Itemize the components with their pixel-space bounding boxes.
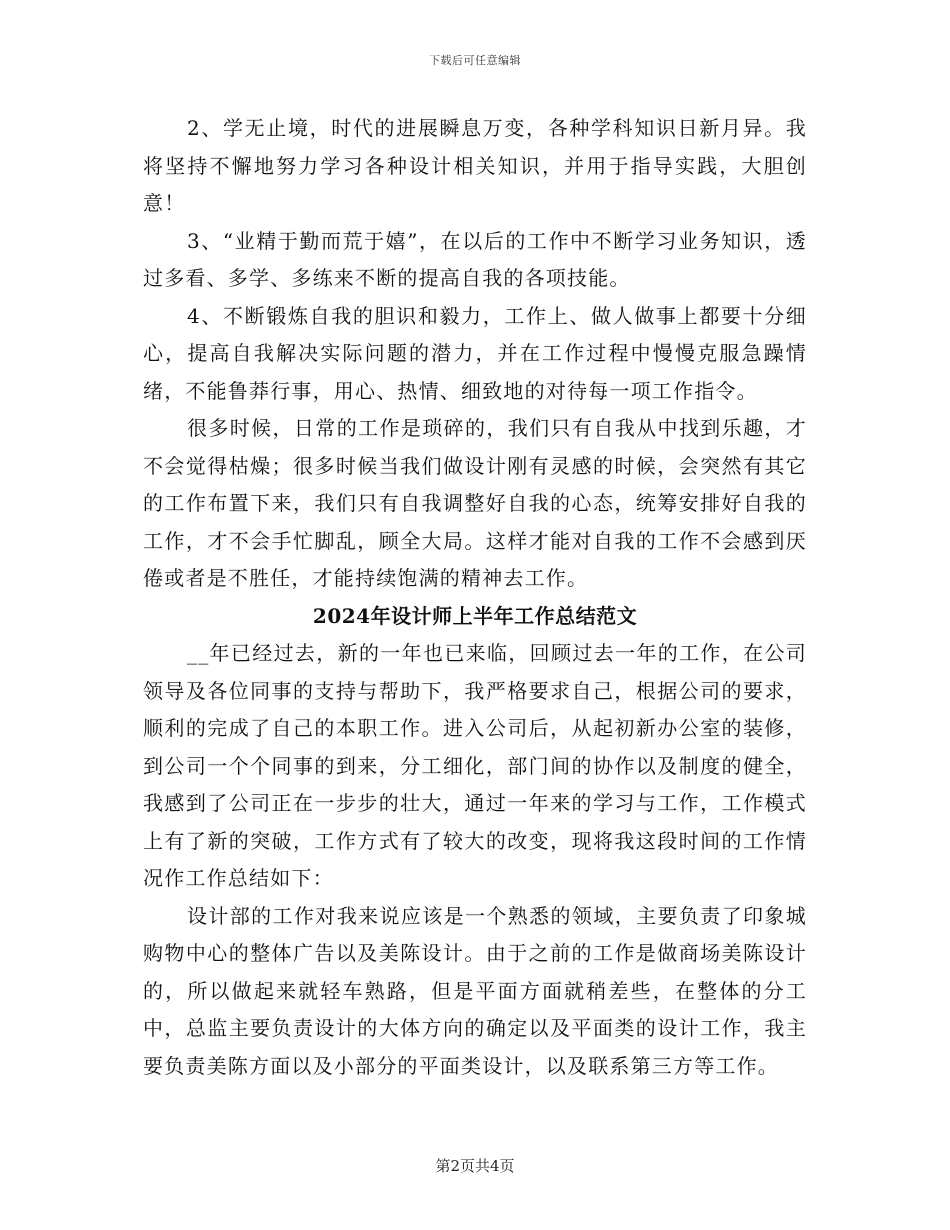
paragraph-closing: 很多时候，日常的工作是琐碎的，我们只有自我从中找到乐趣，才不会觉得枯燥；很多时候当我们做设计刚有灵感的时候，会突然有其它的工作布置下来，我们只有自我调整好自我的心态，统筹安排好自我的工作，才不会手忙脚乱，顾全大局。这样才能对自我的工作不会感到厌倦或者是不胜任，才能持续饱满的精神去工作。 [143,416,807,590]
paragraph-design-dept: 设计部的工作对我来说应该是一个熟悉的领域，主要负责了印象城购物中心的整体广告以及美陈设计。由于之前的工作是做商场美陈设计的，所以做起来就轻车熟路，但是平面方面就稍差些，在整体的分工中，总监主要负责设计的大体方向的确定以及平面类的设计工作，我主要负责美陈方面以及小部分的平面类设计，以及联系第三方等工作。 [143,903,807,1078]
page-header: 下载后可任意编辑 [429,54,521,67]
section-title: 2024年设计师上半年工作总结范文 [312,603,638,628]
paragraph-intro: __年已经过去，新的一年也已来临，回顾过去一年的工作，在公司领导及各位同事的支持与帮助下，我严格要求自己，根据公司的要求，顺利的完成了自己的本职工作。进入公司后，从起初新办公室的装修，到公司一个个同事的到来，分工细化，部门间的协作以及制度的健全，我感到了公司正在一步步的壮大，通过一年来的学习与工作，工作模式上有了新的突破，工作方式有了较大的改变，现将我这段时间的工作情况作工作总结如下： [143,641,807,890]
page-number: 第2页共4页 [435,1157,515,1175]
paragraph-item-2: 2、学无止境，时代的进展瞬息万变，各种学科知识日新月异。我将坚持不懈地努力学习各种设计相关知识，并用于指导实践，大胆创意！ [143,116,807,215]
paragraph-item-4: 4、不断锻炼自我的胆识和毅力，工作上、做人做事上都要十分细心，提高自我解决实际问题的潜力，并在工作过程中慢慢克服急躁情绪，不能鲁莽行事，用心、热情、细致地的对待每一项工作指令。 [143,303,807,403]
paragraph-item-3: 3、“业精于勤而荒于嬉”，在以后的工作中不断学习业务知识，透过多看、多学、多练来不断的提高自我的各项技能。 [143,228,807,290]
document-body [143,110,807,1085]
